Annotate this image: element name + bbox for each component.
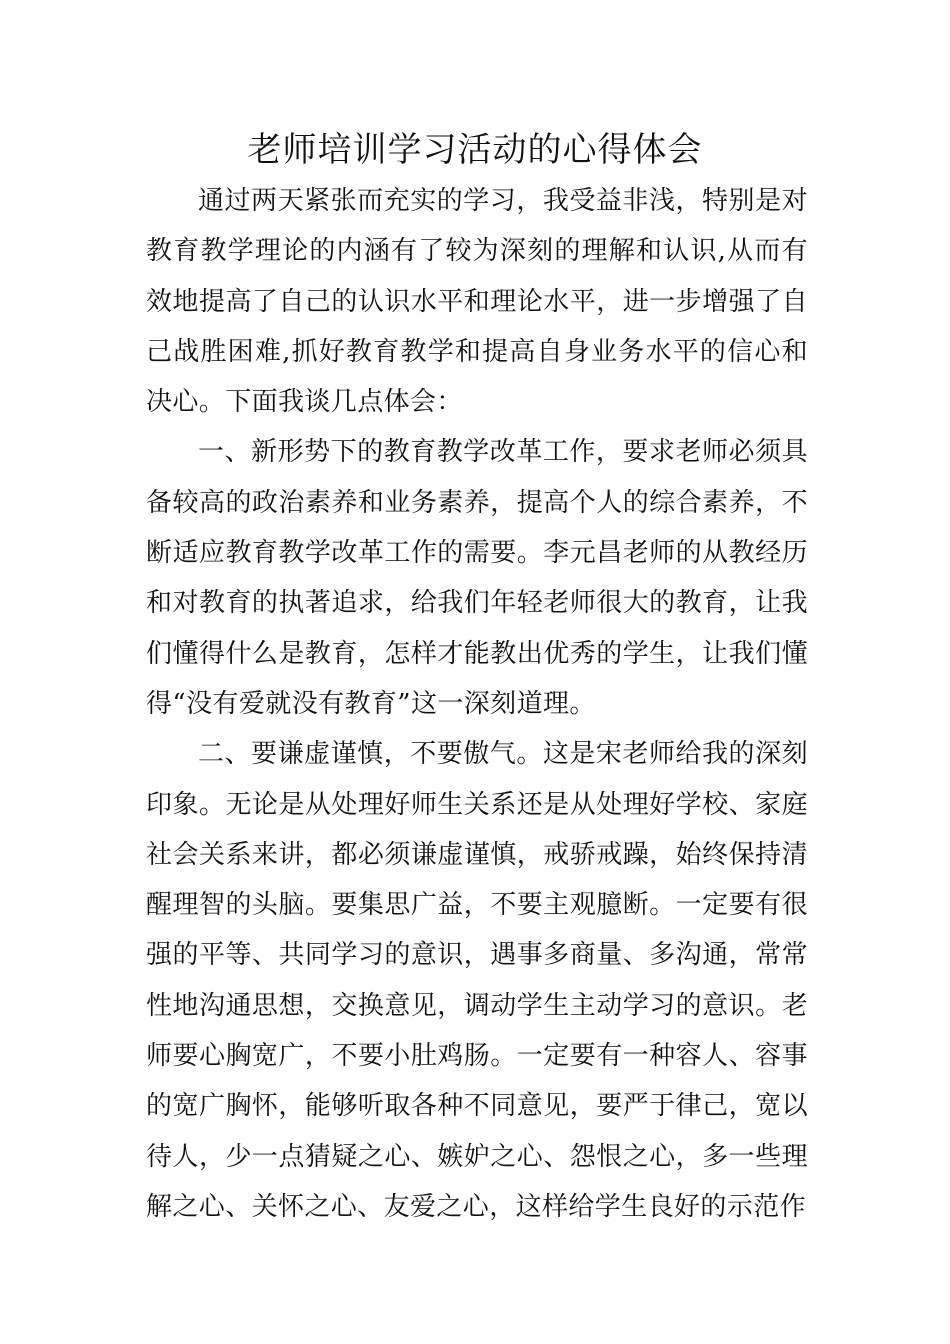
paragraph-intro: 通过两天紧张而充实的学习，我受益非浅，特别是对教育教学理论的内涵有了较为深刻的理解和认识,从而有效地提高了自己的认识水平和理论水平，进一步增强了自己战胜困难,抓好教育教学和提高自身业务水平的信心和决心。下面我谈几点体会：	[146, 186, 808, 418]
paragraph-point-one: 一、新形势下的教育教学改革工作，要求老师必须具备较高的政治素养和业务素养，提高个人的综合素养，不断适应教育教学改革工作的需要。李元昌老师的从教经历和对教育的执著追求，给我们年轻老师很大的教育，让我们懂得什么是教育，怎样才能教出优秀的学生，让我们懂得“没有爱就没有教育”这一深刻道理。	[146, 437, 808, 719]
document-body	[146, 176, 808, 1232]
document-title: 老师培训学习活动的心得体会	[247, 130, 703, 170]
paragraph-point-two: 二、要谦虚谨慎，不要傲气。这是宋老师给我的深刻印象。无论是从处理好师生关系还是从处理好学校、家庭社会关系来讲，都必须谦虚谨慎，戒骄戒躁，始终保持清醒理智的头脑。要集思广益，不要主观臆断。一定要有很强的平等、共同学习的意识，遇事多商量、多沟通，常常性地沟通思想，交换意见，调动学生主动学习的意识。老师要心胸宽广，不要小肚鸡肠。一定要有一种容人、容事的宽广胸怀，能够听取各种不同意见，要严于律己，宽以待人，少一点猜疑之心、嫉妒之心、怨恨之心，多一些理解之心、关怀之心、友爱之心，这样给学生良好的示范作	[146, 739, 808, 1222]
